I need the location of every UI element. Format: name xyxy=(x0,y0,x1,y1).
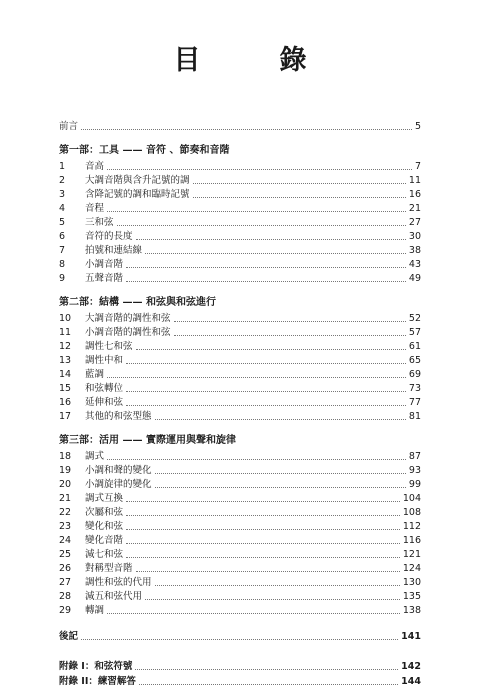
dot-leader xyxy=(107,168,412,170)
dot-leader xyxy=(107,458,406,460)
dot-leader xyxy=(155,418,406,420)
entry-page: 73 xyxy=(408,383,421,394)
entry-label: 調式 xyxy=(85,451,105,462)
entry-page: 81 xyxy=(408,411,421,422)
toc-entry-afterword[interactable] xyxy=(59,629,421,643)
chapter-number: 26 xyxy=(59,563,72,574)
chapter-number: 25 xyxy=(59,549,72,560)
toc-entry[interactable] xyxy=(59,311,421,325)
entry-label: 小調音階 xyxy=(85,259,124,270)
chapter-number: 23 xyxy=(59,521,72,532)
entry-label: 音符的長度 xyxy=(85,231,133,242)
entry-label: 次屬和弦 xyxy=(85,507,124,518)
dot-leader xyxy=(145,598,400,600)
dot-leader xyxy=(135,668,398,670)
part-heading xyxy=(59,433,421,447)
entry-page: 87 xyxy=(408,451,421,462)
part-heading xyxy=(59,143,421,157)
toc-entry[interactable] xyxy=(59,215,421,229)
toc-entry[interactable] xyxy=(59,243,421,257)
toc-entry[interactable] xyxy=(59,533,421,547)
entry-label: 前言 xyxy=(59,121,79,132)
part-heading-label: 第一部：工具 —— 音符 、節奏和音階 xyxy=(59,145,230,156)
dot-leader xyxy=(126,404,406,406)
entry-page: 30 xyxy=(408,231,421,242)
entry-page: 121 xyxy=(402,549,421,560)
chapter-number: 2 xyxy=(59,175,66,186)
dot-leader xyxy=(174,334,406,336)
chapter-number: 21 xyxy=(59,493,72,504)
entry-page: 141 xyxy=(401,631,421,642)
chapter-number: 8 xyxy=(59,259,66,270)
chapter-number: 22 xyxy=(59,507,72,518)
entry-label: 調性和弦的代用 xyxy=(85,577,152,588)
dot-leader xyxy=(117,224,406,226)
dot-leader xyxy=(107,612,400,614)
dot-leader xyxy=(136,348,406,350)
entry-label: 大調音階與含升記號的調 xyxy=(85,175,190,186)
chapter-number: 18 xyxy=(59,451,72,462)
entry-label: 小調旋律的變化 xyxy=(85,479,152,490)
dot-leader xyxy=(126,280,406,282)
chapter-number: 20 xyxy=(59,479,72,490)
entry-label: 調式互換 xyxy=(85,493,124,504)
entry-page: 7 xyxy=(414,161,421,172)
dot-leader xyxy=(155,486,406,488)
toc-entry[interactable] xyxy=(59,325,421,339)
toc-entry[interactable] xyxy=(59,589,421,603)
entry-label: 延伸和弦 xyxy=(85,397,124,408)
toc-entry[interactable] xyxy=(59,519,421,533)
entry-page: 144 xyxy=(401,676,421,687)
chapter-number: 5 xyxy=(59,217,66,228)
chapter-number: 7 xyxy=(59,245,66,256)
chapter-number: 10 xyxy=(59,313,72,324)
dot-leader xyxy=(126,362,406,364)
chapter-number: 12 xyxy=(59,341,72,352)
chapter-number: 14 xyxy=(59,369,72,380)
chapter-number: 6 xyxy=(59,231,66,242)
dot-leader xyxy=(81,638,398,640)
entry-label: 調性中和 xyxy=(85,355,124,366)
toc-entry[interactable] xyxy=(59,159,421,173)
chapter-number: 4 xyxy=(59,203,66,214)
toc-entry[interactable] xyxy=(59,395,421,409)
entry-label: 變化音階 xyxy=(85,535,124,546)
toc-entry[interactable] xyxy=(59,463,421,477)
entry-page: 49 xyxy=(408,273,421,284)
toc-entry[interactable] xyxy=(59,271,421,285)
entry-label: 小調音階的調性和弦 xyxy=(85,327,171,338)
dot-leader xyxy=(126,514,400,516)
entry-page: 93 xyxy=(408,465,421,476)
toc-entry[interactable] xyxy=(59,187,421,201)
dot-leader xyxy=(126,528,400,530)
toc-entry[interactable] xyxy=(59,603,421,617)
toc-entry-preface[interactable] xyxy=(59,119,421,133)
dot-leader xyxy=(126,390,406,392)
toc-entry[interactable] xyxy=(59,575,421,589)
entry-page: 77 xyxy=(408,397,421,408)
toc-entry[interactable] xyxy=(59,353,421,367)
entry-page: 52 xyxy=(408,313,421,324)
chapter-number: 15 xyxy=(59,383,72,394)
dot-leader xyxy=(145,252,406,254)
entry-page: 27 xyxy=(408,217,421,228)
dot-leader xyxy=(174,320,406,322)
entry-label: 對稱型音階 xyxy=(85,563,133,574)
dot-leader xyxy=(136,238,406,240)
entry-label: 和弦轉位 xyxy=(85,383,124,394)
part-heading-label: 第二部：結構 —— 和弦與和弦進行 xyxy=(59,297,216,308)
entry-label: 轉調 xyxy=(85,605,105,616)
chapter-number: 11 xyxy=(59,327,72,338)
dot-leader xyxy=(193,196,406,198)
dot-leader xyxy=(107,376,406,378)
toc-entry[interactable] xyxy=(59,505,421,519)
toc-entry[interactable] xyxy=(59,201,421,215)
toc-entry[interactable] xyxy=(59,561,421,575)
toc-entry[interactable] xyxy=(59,229,421,243)
chapter-number: 24 xyxy=(59,535,72,546)
entry-label: 減五和弦代用 xyxy=(85,591,143,602)
entry-label: 附錄 I：和弦符號 xyxy=(59,661,133,672)
entry-label: 減七和弦 xyxy=(85,549,124,560)
dot-leader xyxy=(126,542,400,544)
entry-page: 61 xyxy=(408,341,421,352)
entry-label: 三和弦 xyxy=(85,217,114,228)
entry-page: 11 xyxy=(408,175,421,186)
dot-leader xyxy=(139,683,398,685)
toc-entry[interactable] xyxy=(59,449,421,463)
dot-leader xyxy=(126,266,406,268)
chapter-number: 17 xyxy=(59,411,72,422)
entry-label: 附錄 II：練習解答 xyxy=(59,676,136,687)
entry-label: 拍號和連結線 xyxy=(85,245,143,256)
chapter-number: 16 xyxy=(59,397,72,408)
entry-label: 音程 xyxy=(85,203,105,214)
entry-label: 音高 xyxy=(85,161,105,172)
entry-page: 130 xyxy=(402,577,421,588)
entry-page: 116 xyxy=(402,535,421,546)
entry-label: 其他的和弦型態 xyxy=(85,411,152,422)
toc-entry[interactable] xyxy=(59,491,421,505)
entry-label: 藍調 xyxy=(85,369,105,380)
entry-label: 含降記號的調和臨時記號 xyxy=(85,189,190,200)
dot-leader xyxy=(126,500,400,502)
entry-page: 16 xyxy=(408,189,421,200)
toc-entry-appendix[interactable] xyxy=(59,674,421,688)
entry-label: 後記 xyxy=(59,631,79,642)
entry-label: 五聲音階 xyxy=(85,273,124,284)
entry-page: 138 xyxy=(402,605,421,616)
chapter-number: 27 xyxy=(59,577,72,588)
entry-page: 43 xyxy=(408,259,421,270)
dot-leader xyxy=(155,472,406,474)
toc-entry[interactable] xyxy=(59,547,421,561)
entry-label: 小調和聲的變化 xyxy=(85,465,152,476)
entry-page: 99 xyxy=(408,479,421,490)
toc-entry[interactable] xyxy=(59,339,421,353)
entry-page: 135 xyxy=(402,591,421,602)
toc-entry[interactable] xyxy=(59,173,421,187)
toc-entry-appendix[interactable] xyxy=(59,659,421,673)
chapter-number: 9 xyxy=(59,273,66,284)
entry-page: 57 xyxy=(408,327,421,338)
toc-entry[interactable] xyxy=(59,477,421,491)
entry-label: 變化和弦 xyxy=(85,521,124,532)
entry-page: 142 xyxy=(401,661,421,672)
chapter-number: 3 xyxy=(59,189,66,200)
dot-leader xyxy=(107,210,406,212)
dot-leader xyxy=(193,182,406,184)
toc-entry[interactable] xyxy=(59,381,421,395)
part-heading xyxy=(59,295,421,309)
chapter-number: 29 xyxy=(59,605,72,616)
dot-leader xyxy=(155,584,400,586)
entry-page: 124 xyxy=(402,563,421,574)
entry-page: 5 xyxy=(414,121,421,132)
entry-page: 65 xyxy=(408,355,421,366)
entry-page: 112 xyxy=(402,521,421,532)
entry-label: 大調音階的調性和弦 xyxy=(85,313,171,324)
toc-entry[interactable] xyxy=(59,367,421,381)
dot-leader xyxy=(81,128,412,130)
chapter-number: 13 xyxy=(59,355,72,366)
toc-entry[interactable] xyxy=(59,257,421,271)
entry-label: 調性七和弦 xyxy=(85,341,133,352)
entry-page: 21 xyxy=(408,203,421,214)
entry-page: 38 xyxy=(408,245,421,256)
part-heading-label: 第三部：活用 —— 實際運用與聲和旋律 xyxy=(59,435,236,446)
entry-page: 104 xyxy=(402,493,421,504)
entry-page: 69 xyxy=(408,369,421,380)
chapter-number: 1 xyxy=(59,161,66,172)
chapter-number: 19 xyxy=(59,465,72,476)
entry-page: 108 xyxy=(402,507,421,518)
chapter-number: 28 xyxy=(59,591,72,602)
dot-leader xyxy=(126,556,400,558)
toc-entry[interactable] xyxy=(59,409,421,423)
page-title: 目 錄 xyxy=(173,45,333,76)
dot-leader xyxy=(136,570,400,572)
